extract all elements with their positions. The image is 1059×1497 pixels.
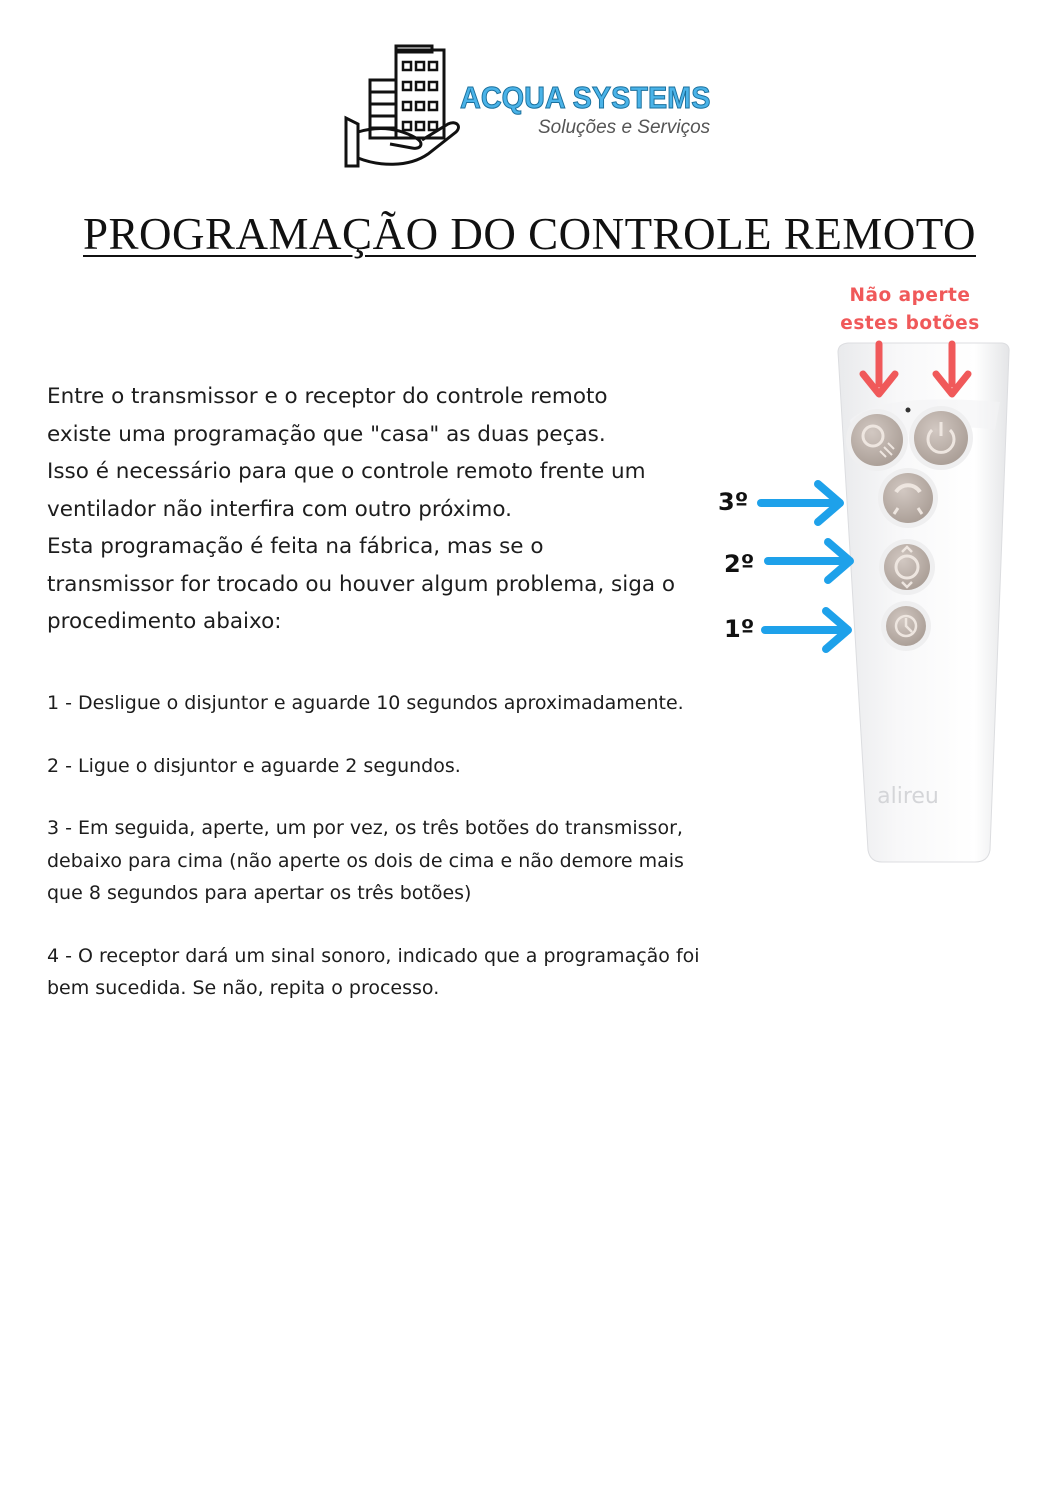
step-line: 3 - Em seguida, aperte, um por vez, os três botões do transmissor,	[47, 817, 683, 839]
light-button[interactable]	[846, 409, 908, 471]
step-line: que 8 segundos para apertar os três botões)	[47, 882, 472, 904]
intro-line: transmissor for trocado ou houver algum problema, siga o	[47, 571, 676, 597]
timer-button[interactable]	[881, 601, 931, 651]
intro-line: procedimento abaixo:	[47, 609, 282, 634]
intro-line: existe uma programação que "casa" as duas peças.	[47, 421, 606, 447]
step-line: 2 - Ligue o disjuntor e aguarde 2 segundos.	[47, 754, 461, 777]
warning-line: Não aperte	[849, 285, 971, 306]
step-line: debaixo para cima (não aperte os dois de cima e não demore mais	[47, 849, 684, 872]
step-item	[47, 940, 777, 1005]
step-item	[47, 750, 777, 783]
intro-line: Esta programação é feita na fábrica, mas se o	[47, 534, 544, 559]
remote-brand-mark: alireu	[877, 784, 939, 809]
remote-control-illustration	[700, 330, 1040, 890]
rotation-button[interactable]	[879, 539, 935, 595]
brand-tagline: Soluções e Serviços	[538, 117, 711, 138]
step-line: 4 - O receptor dará um sinal sonoro, indicado que a programação foi	[47, 944, 700, 967]
warning-line: estes botões	[840, 313, 980, 334]
order-label-1: 1º	[724, 615, 755, 643]
steps-list	[47, 687, 777, 1035]
intro-line: ventilador não interfira com outro próximo.	[47, 496, 512, 522]
speed-button[interactable]	[878, 468, 938, 528]
step-item	[47, 812, 777, 910]
intro-paragraph	[47, 378, 727, 641]
status-led	[906, 408, 911, 413]
step-line: 1 - Desligue o disjuntor e aguarde 10 segundos aproximadamente.	[47, 692, 684, 714]
page-title: PROGRAMAÇÃO DO CONTROLE REMOTO	[83, 209, 976, 259]
pointer-arrow-1	[765, 611, 848, 649]
order-label-3: 3º	[718, 488, 749, 516]
step-item	[47, 687, 777, 720]
building-in-hand-icon	[338, 42, 468, 174]
order-label-2: 2º	[724, 550, 755, 578]
step-line: bem sucedida. Se não, repita o processo.	[47, 977, 440, 999]
intro-line: Isso é necessário para que o controle remoto frente um	[47, 459, 646, 484]
intro-line: Entre o transmissor e o receptor do controle remoto	[47, 384, 608, 409]
pointer-arrow-2	[768, 542, 850, 580]
power-button[interactable]	[909, 406, 973, 470]
brand-name: ACQUA SYSTEMS	[460, 80, 711, 115]
pointer-arrow-3	[761, 484, 840, 522]
